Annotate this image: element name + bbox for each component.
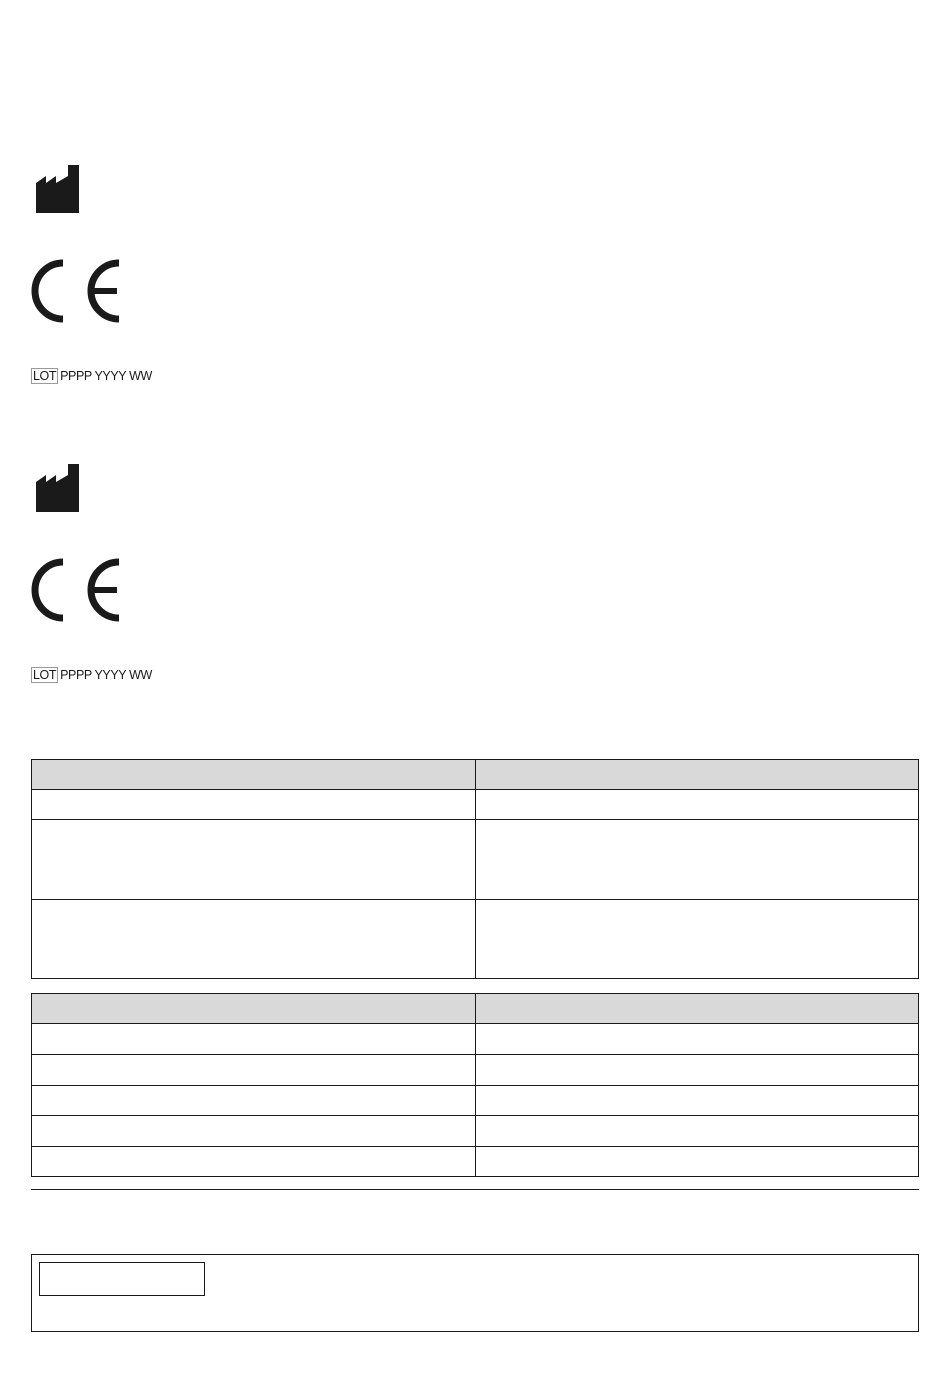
table-cell xyxy=(32,790,476,820)
lot-number xyxy=(31,667,152,683)
table-cell xyxy=(32,1116,476,1147)
table-row xyxy=(32,1147,919,1177)
spec-table-1 xyxy=(31,759,919,979)
table-row xyxy=(32,790,919,820)
table-cell xyxy=(476,1147,919,1177)
table-cell xyxy=(476,1024,919,1055)
table-cell xyxy=(476,820,919,900)
table-cell xyxy=(32,1086,476,1116)
manufacturer-icon xyxy=(36,464,80,512)
table-cell xyxy=(32,1147,476,1177)
table-cell xyxy=(476,1086,919,1116)
table-cell xyxy=(476,1116,919,1147)
table-row xyxy=(32,900,919,979)
table-cell xyxy=(32,1055,476,1086)
table-header-cell xyxy=(32,994,476,1024)
table-row xyxy=(32,1055,919,1086)
table-cell xyxy=(32,1024,476,1055)
table-cell xyxy=(476,1055,919,1086)
table-cell xyxy=(32,900,476,979)
lot-symbol: LOT xyxy=(33,369,57,383)
spec-table-2 xyxy=(31,993,919,1177)
lot-code: PPPP YYYY WW xyxy=(60,368,152,383)
lot-number xyxy=(31,368,152,384)
ce-mark-icon xyxy=(31,257,123,325)
table-row xyxy=(32,820,919,900)
table-header-row xyxy=(32,760,919,790)
table-cell xyxy=(476,790,919,820)
table-header-cell xyxy=(476,760,919,790)
table-row xyxy=(32,1086,919,1116)
lot-symbol: LOT xyxy=(33,668,57,682)
notice-box xyxy=(31,1254,919,1332)
ce-mark-icon xyxy=(31,556,123,624)
table-header-cell xyxy=(476,994,919,1024)
table-cell xyxy=(32,820,476,900)
table-header-cell xyxy=(32,760,476,790)
table-header-row xyxy=(32,994,919,1024)
table-cell xyxy=(476,900,919,979)
table-row xyxy=(32,1116,919,1147)
lot-code: PPPP YYYY WW xyxy=(60,667,152,682)
manufacturer-icon xyxy=(36,165,80,213)
section-divider xyxy=(31,1189,919,1190)
table-row xyxy=(32,1024,919,1055)
notice-label-box xyxy=(39,1262,205,1296)
